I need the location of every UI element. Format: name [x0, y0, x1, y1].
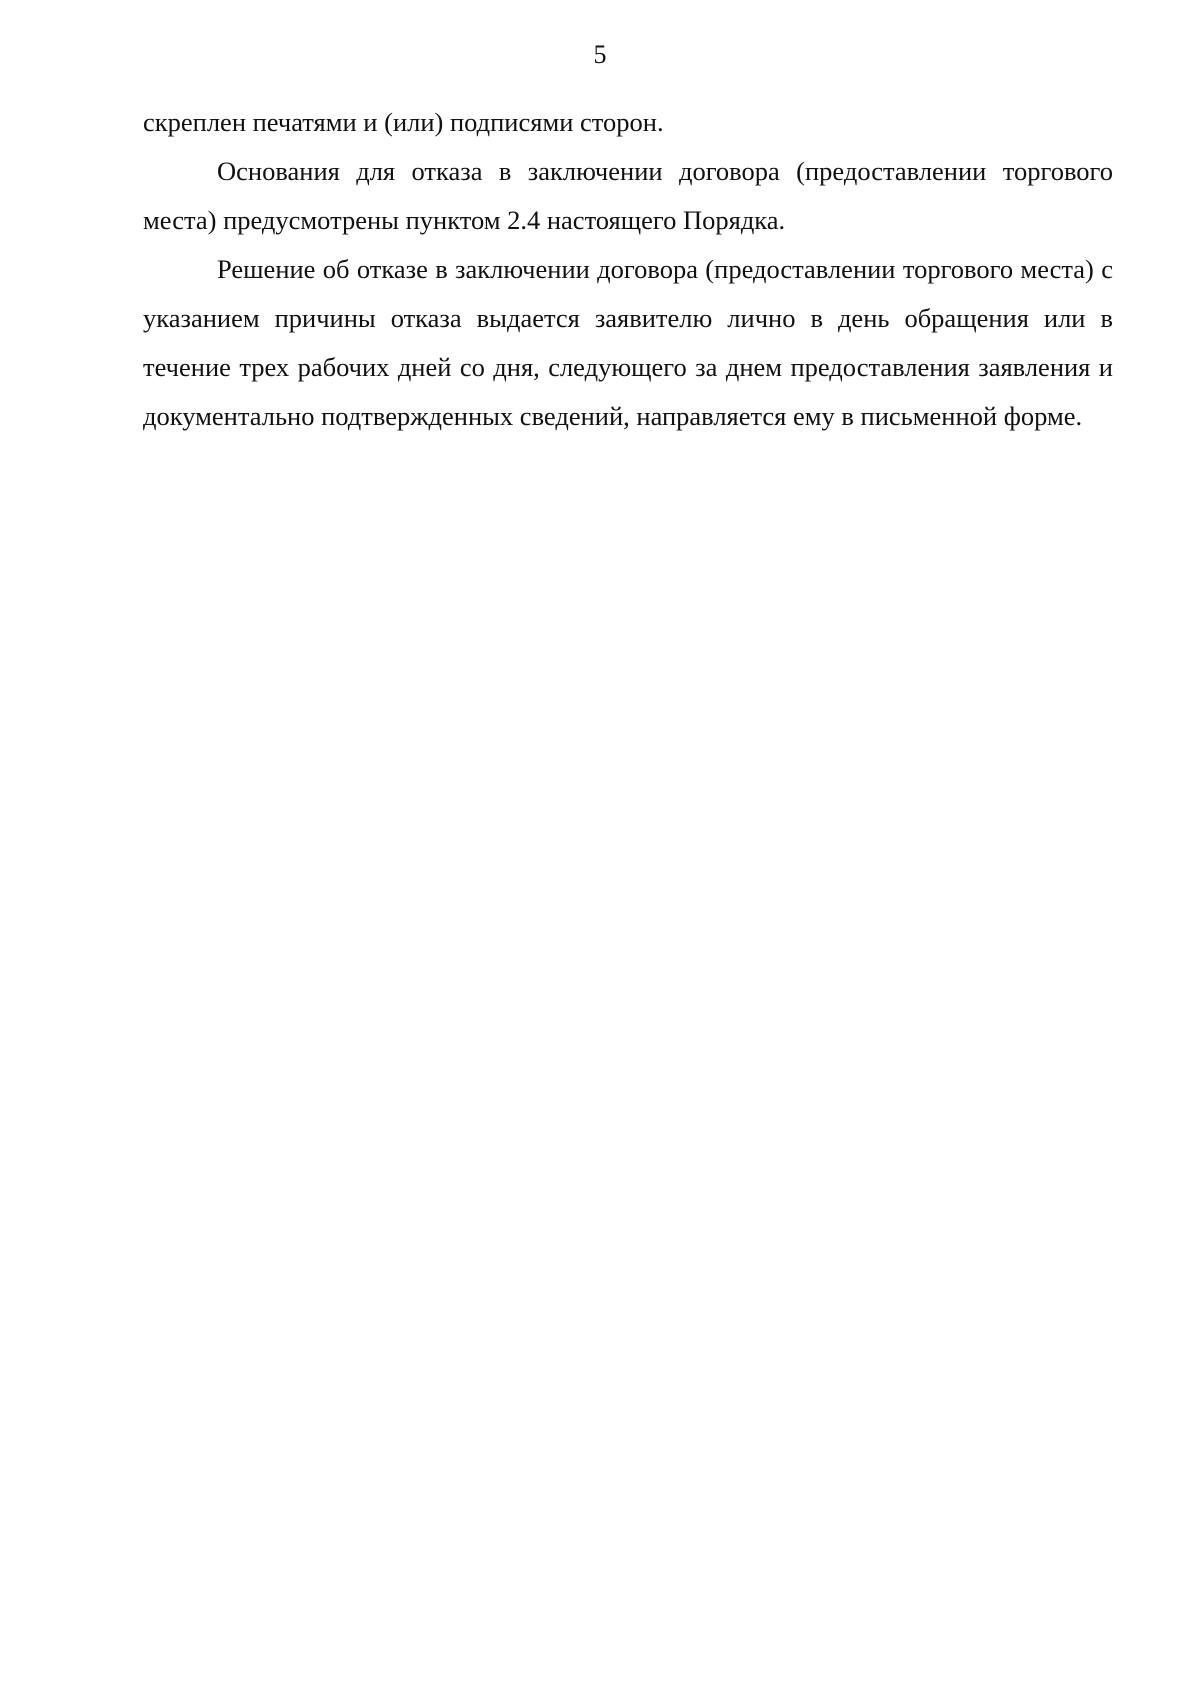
- paragraph-continuation: скреплен печатями и (или) подписями сторон.: [143, 107, 664, 137]
- page-number: 5: [593, 40, 607, 69]
- paragraph-refusal-grounds: Основания для отказа в заключении договора (предоставлении торгового места) предусмотрены пунктом 2.4 настоящего Порядка.: [143, 156, 1113, 235]
- paragraph-refusal-decision: Решение об отказе в заключении договора (предоставлении торгового места) с указанием причины отказа выдается заявителю лично в день обращения или в течение трех рабочих дней со дня, следующего за днем предоставления заявления и документально подтвержденных сведений, направляется ему в письменной форме.: [143, 254, 1113, 431]
- document-body: [143, 98, 1113, 441]
